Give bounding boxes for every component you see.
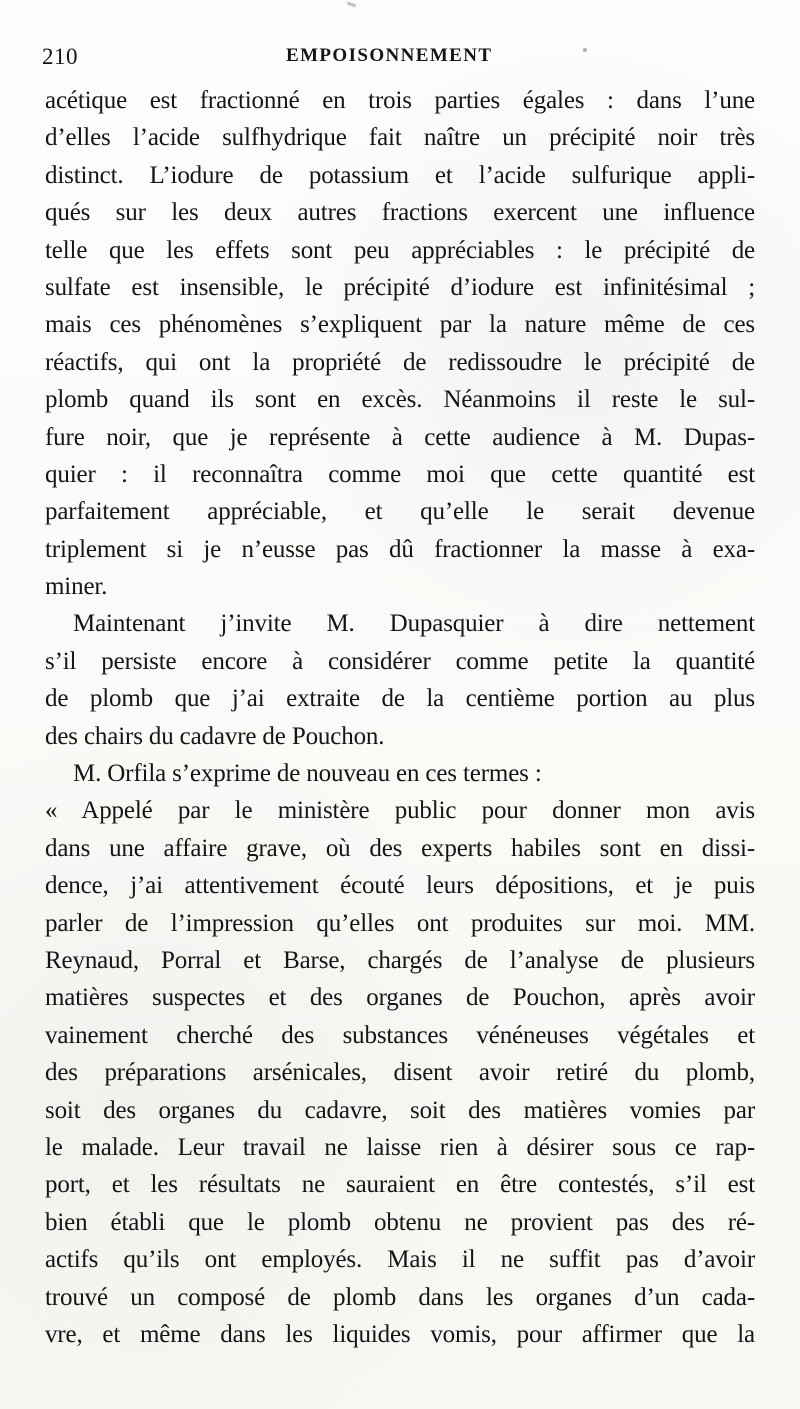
text-line: telle que les effets sont peu appréciables : le précipité de [45,236,755,264]
text-line: matières suspectes et des organes de Pouchon, après avoir [45,984,755,1012]
text-line: le malade. Leur travail ne laisse rien à désirer sous ce rap- [45,1133,755,1161]
text-line: mais ces phénomènes s’expliquent par la nature même de ces [45,311,755,339]
text-line: plomb quand ils sont en excès. Néanmoins il reste le sul- [45,386,755,414]
text-line: parfaitement appréciable, et qu’elle le serait devenue [45,498,755,526]
text-line: port, et les résultats ne sauraient en être contestés, s’il est [45,1171,755,1199]
text-line: Reynaud, Porral et Barse, chargés de l’analyse de plusieurs [45,946,755,974]
page-number: 210 [42,44,78,69]
text-line: actifs qu’ils ont employés. Mais il ne suffit pas d’avoir [45,1246,755,1274]
text-line: M. Orfila s’exprime de nouveau en ces termes : [73,760,542,788]
text-line: triplement si je n’eusse pas dû fractionner la masse à exa- [45,535,755,563]
running-head [42,42,756,74]
text-line: qués sur les deux autres fractions exercent une influence [45,199,755,227]
text-line: vainement cherché des substances vénéneuses végétales et [45,1021,755,1049]
text-line: des chairs du cadavre de Pouchon. [45,722,385,750]
text-line: quier : il reconnaîtra comme moi que cette quantité est [45,460,755,488]
text-line: parler de l’impression qu’elles ont produites sur moi. MM. [45,909,755,937]
text-line: s’il persiste encore à considérer comme petite la quantité [45,647,755,675]
page-title: EMPOISONNEMENT [286,45,493,66]
text-line: miner. [45,573,108,601]
text-line: d’elles l’acide sulfhydrique fait naître un précipité noir très [45,124,755,152]
text-line: trouvé un composé de plomb dans les organes d’un cada- [45,1283,755,1311]
text-line: distinct. L’iodure de potassium et l’acide sulfurique appli- [45,161,755,189]
text-line: bien établi que le plomb obtenu ne provient pas des ré- [45,1208,755,1236]
text-line: de plomb que j’ai extraite de la centième portion au plus [45,685,755,713]
text-line: sulfate est insensible, le précipité d’iodure est infinitésimal ; [45,273,755,301]
scan-mark [347,2,356,8]
text-line: acétique est fractionné en trois parties égales : dans l’une [45,87,755,114]
text-line: fure noir, que je représente à cette audience à M. Dupas- [45,423,755,451]
text-line: des préparations arsénicales, disent avoir retiré du plomb, [45,1059,755,1087]
text-line: dence, j’ai attentivement écouté leurs dépositions, et je puis [45,872,755,900]
text-line: réactifs, qui ont la propriété de redissoudre le précipité de [45,348,755,376]
text-line: Maintenant j’invite M. Dupasquier à dire nettement [73,610,755,638]
text-line: soit des organes du cadavre, soit des matières vomies par [45,1096,755,1124]
text-line: vre, et même dans les liquides vomis, pour affirmer que la [45,1320,755,1348]
text-line: « Appelé par le ministère public pour donner mon avis [45,797,755,825]
text-line: dans une affaire grave, où des experts habiles sont en dissi- [45,834,755,862]
body-text [45,82,755,1353]
